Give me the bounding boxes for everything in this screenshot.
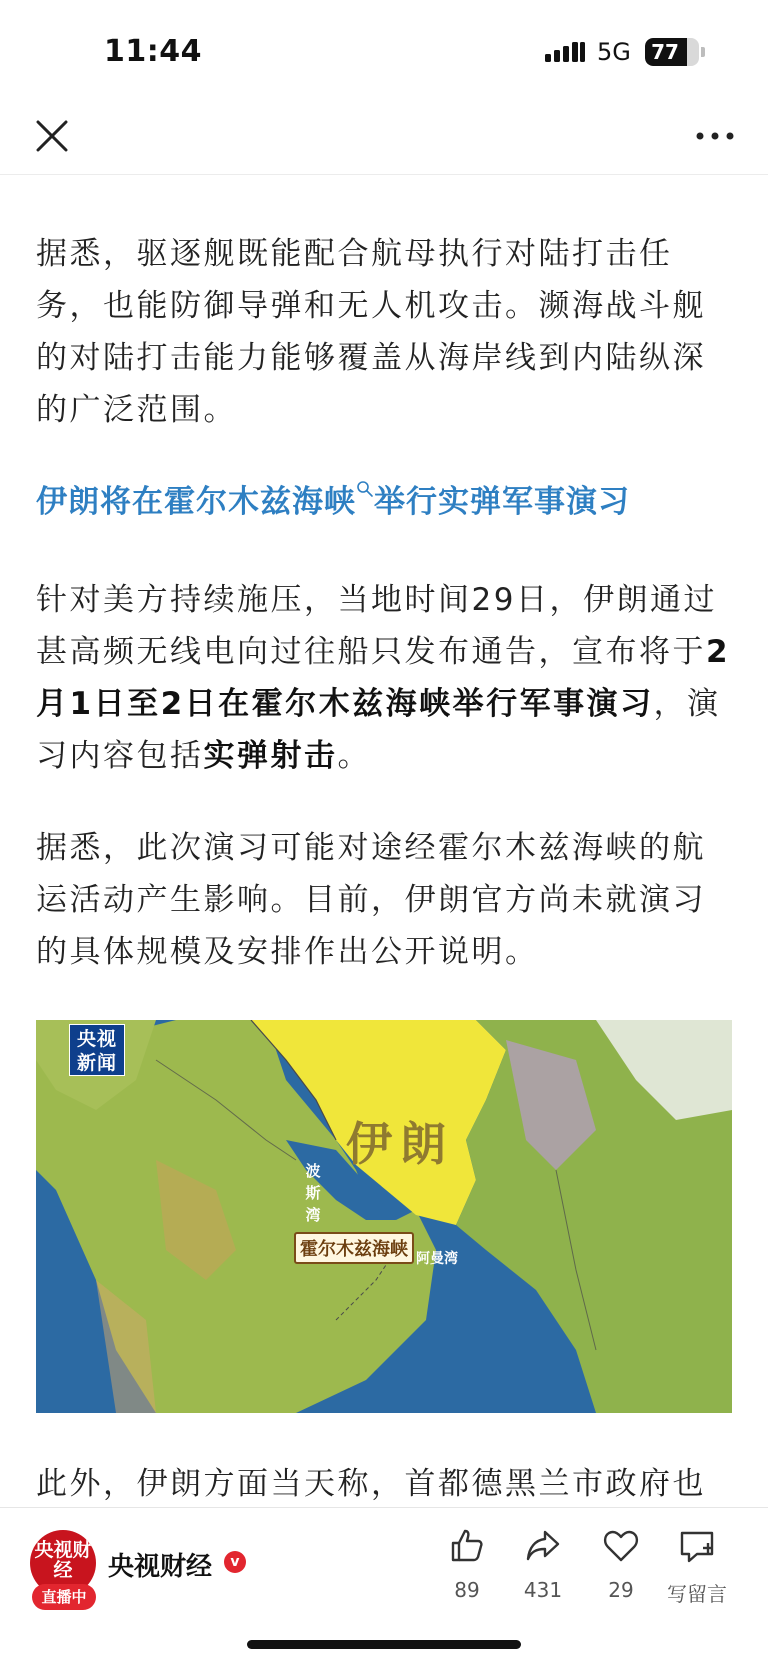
p2-text-1: 针对美方持续施压，当地时间29日，伊朗通过甚高频无线电向过往船只发布通告，宣布将于 xyxy=(36,582,717,670)
map-label-strait-of-hormuz: 霍尔木兹海峡 xyxy=(294,1232,414,1264)
article-paragraph-1: 据悉，驱逐舰既能配合航母执行对陆打击任务，也能防御导弹和无人机攻击。濒海战斗舰的对陆打击能力能够覆盖从海岸线到内陆纵深的广泛范围。 xyxy=(36,236,706,428)
home-indicator xyxy=(247,1640,521,1649)
thumbs-up-icon xyxy=(447,1526,487,1566)
top-nav xyxy=(0,100,768,175)
battery-cap xyxy=(701,47,705,57)
account-name[interactable]: 央视财经 xyxy=(108,1552,213,1582)
p2-bold-dates: 2月1日至2日在霍尔木兹海峡举行军事演习 xyxy=(36,634,731,722)
comment-button[interactable] xyxy=(658,1526,736,1607)
p2-bold-live-fire: 实弹射击 xyxy=(203,738,338,774)
comment-label: 写留言 xyxy=(667,1582,727,1606)
map-label-gulf-of-oman: 阿曼湾 xyxy=(416,1251,458,1267)
p2-text-2: ，演习内容包括 xyxy=(36,686,721,774)
cellular-signal-icon xyxy=(545,40,585,66)
status-time: 11:44 xyxy=(104,34,202,69)
article-paragraph-3: 据悉，此次演习可能对途经霍尔木兹海峡的航运活动产生影响。目前，伊朗官方尚未就演习的具体规模及安排作出公开说明。 xyxy=(36,830,706,970)
share-count: 431 xyxy=(523,1578,563,1602)
favorite-count: 29 xyxy=(608,1578,634,1602)
status-bar xyxy=(0,0,768,100)
share-icon xyxy=(523,1526,563,1566)
more-icon[interactable] xyxy=(690,114,740,158)
article-paragraph-2 xyxy=(36,574,732,782)
avatar-text: 央视财经 xyxy=(34,1539,92,1581)
strait-of-hormuz-map[interactable] xyxy=(36,1020,732,1413)
battery-icon xyxy=(645,38,699,66)
headline-text-b: 举行实弹军事演习 xyxy=(374,484,630,520)
like-count: 89 xyxy=(454,1578,480,1602)
map-label-persian-gulf: 波斯湾 xyxy=(305,1162,321,1224)
verified-badge: v xyxy=(224,1551,246,1573)
battery-percent: 77 xyxy=(651,40,679,64)
heart-icon xyxy=(601,1526,641,1566)
live-badge[interactable]: 直播中 xyxy=(32,1584,96,1610)
comment-add-icon xyxy=(677,1526,717,1566)
network-type: 5G xyxy=(597,38,631,66)
article-paragraph-4: 此外，伊朗方面当天称，首都德黑兰市政府也 xyxy=(36,1466,706,1502)
map-terrain xyxy=(36,1020,732,1413)
p2-text-3: 。 xyxy=(337,738,371,774)
like-button[interactable] xyxy=(428,1526,506,1602)
close-icon[interactable] xyxy=(30,114,74,158)
favorite-button[interactable] xyxy=(582,1526,660,1602)
headline-text-a: 伊朗将在霍尔木兹海峡 xyxy=(36,484,356,520)
section-headline[interactable] xyxy=(36,476,732,528)
share-button[interactable] xyxy=(504,1526,582,1602)
cctv-news-logo: 央视新闻 xyxy=(69,1024,125,1076)
map-label-iran: 伊朗 xyxy=(346,1117,454,1171)
search-icon[interactable] xyxy=(356,480,374,500)
